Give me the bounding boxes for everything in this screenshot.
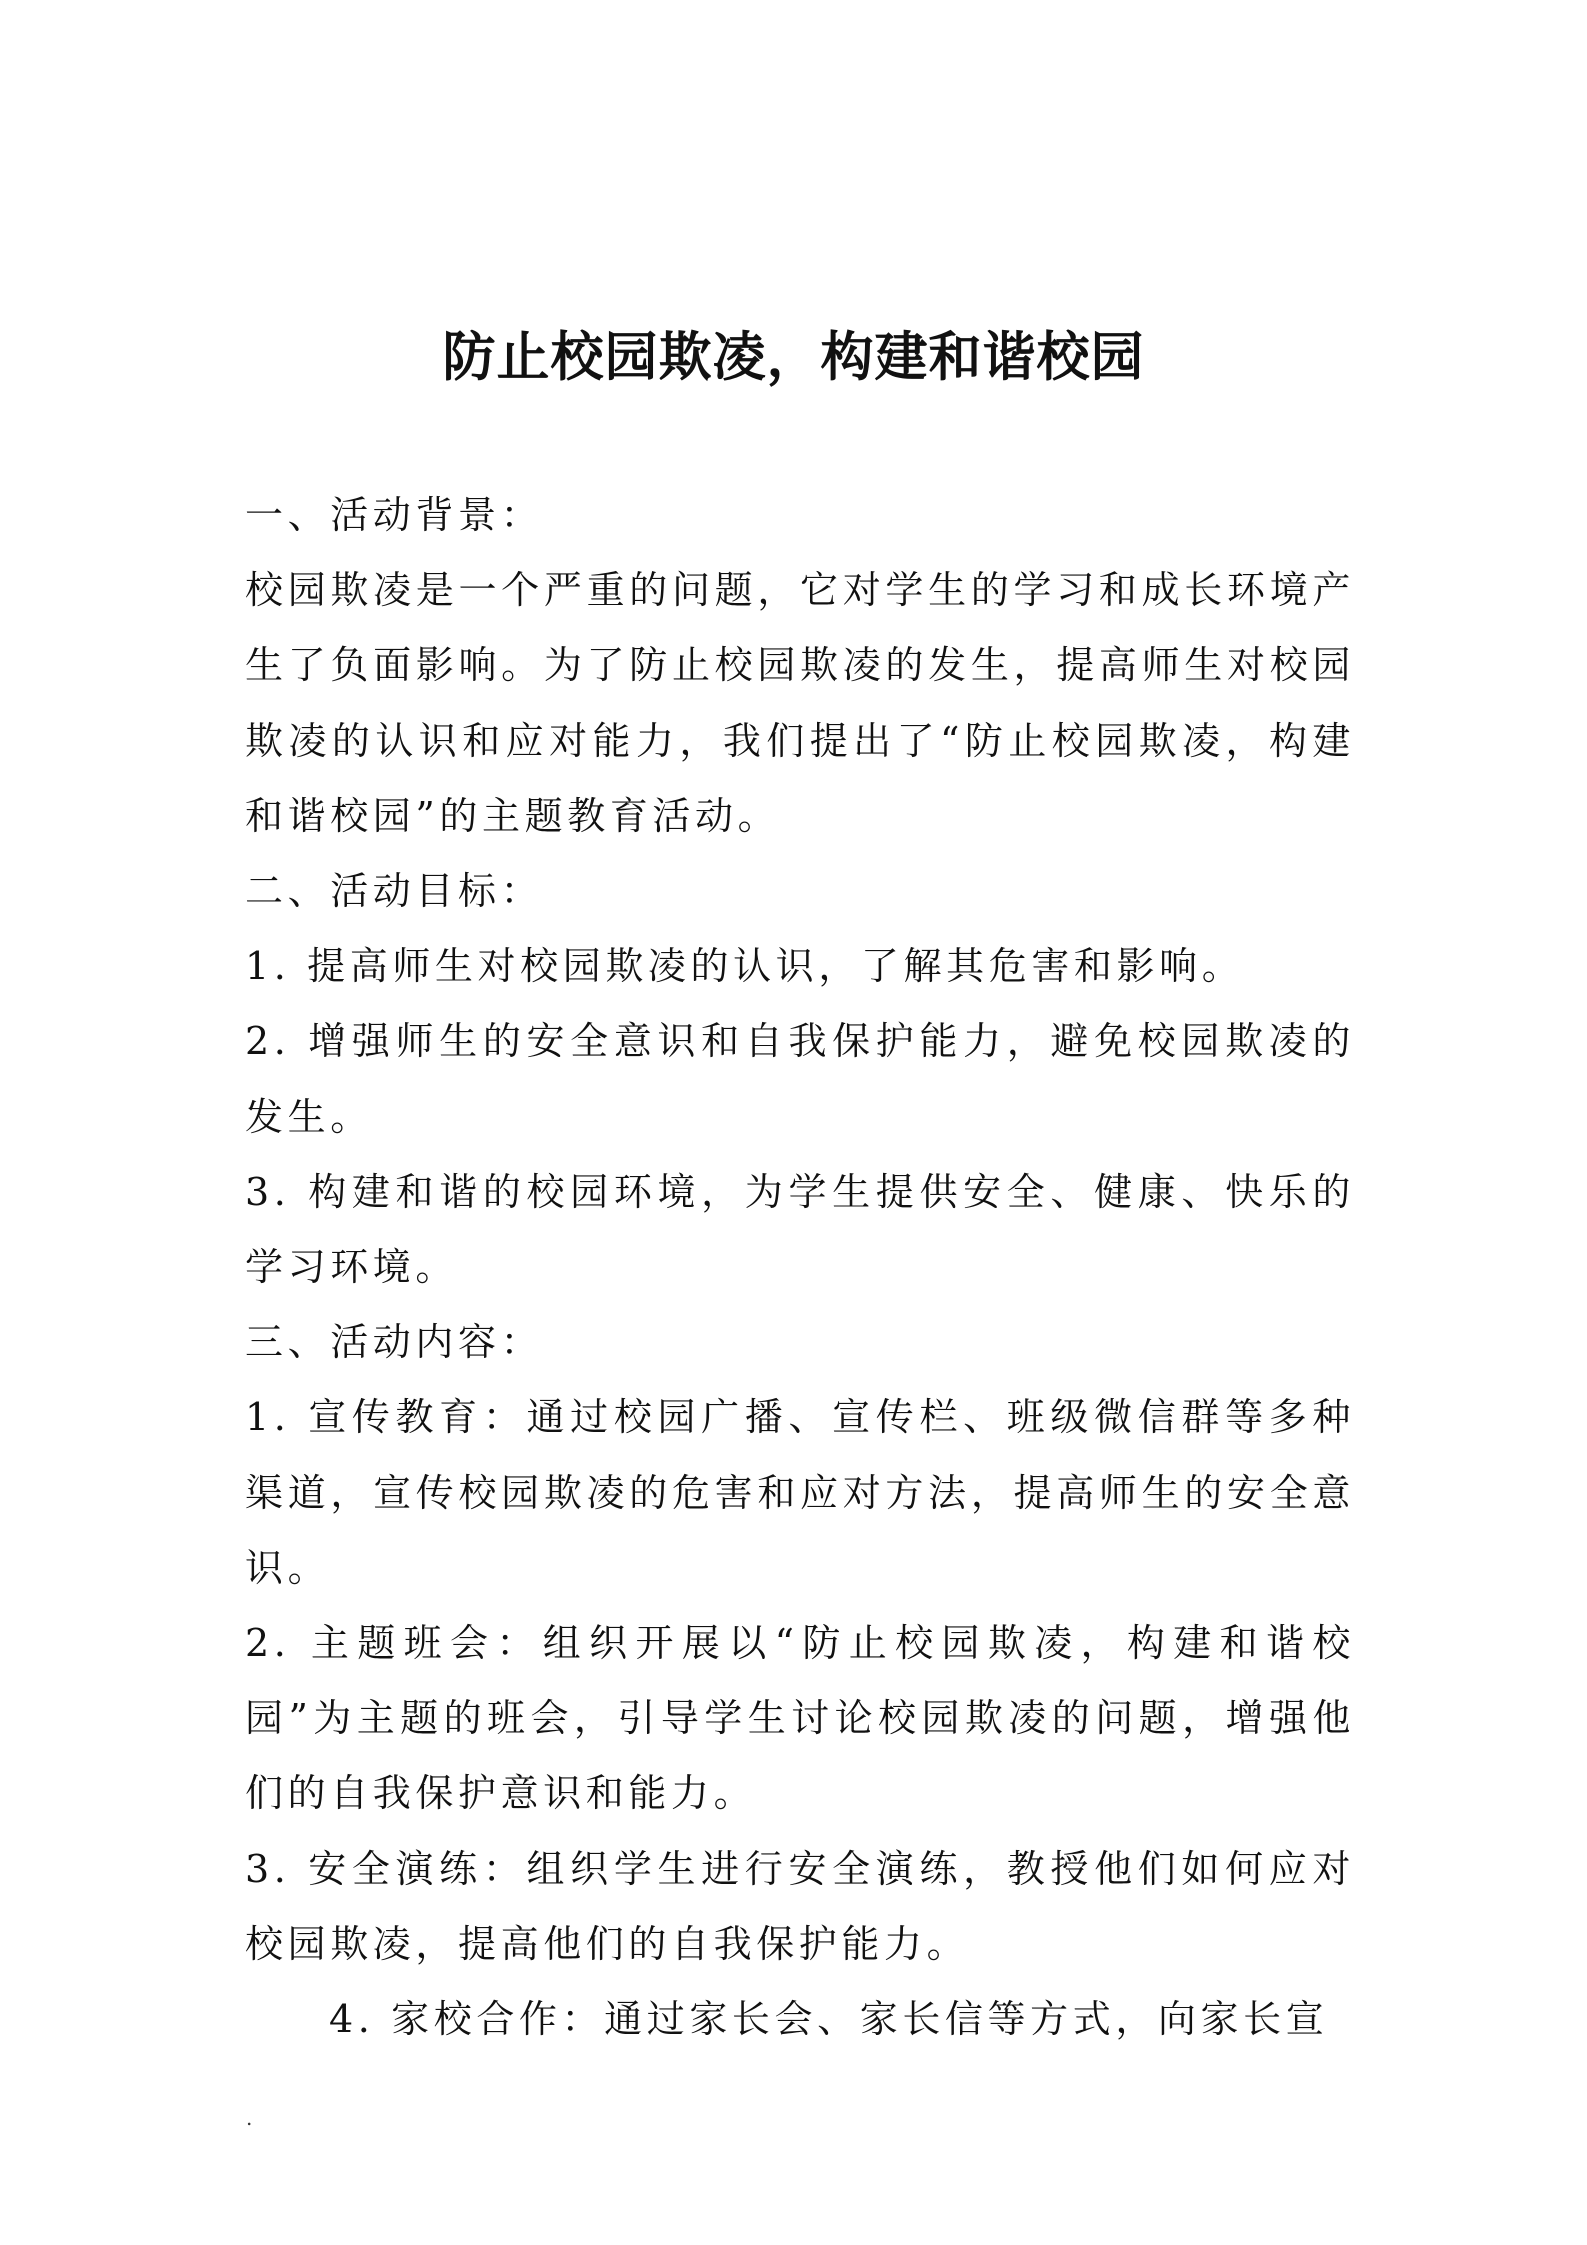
content-item-2: 2. 主题班会：组织开展以“防止校园欺凌，构建和谐校园”为主题的班会，引导学生讨论校园欺凌的问题，增强他们的自我保护意识和能力。 (245, 1621, 1355, 1816)
section-heading-content: 三、活动内容： (245, 1320, 544, 1365)
section-heading-goals: 二、活动目标： (245, 869, 544, 914)
footer-mark: . (246, 2106, 253, 2130)
background-paragraph: 校园欺凌是一个严重的问题，它对学生的学习和成长环境产生了负面影响。为了防止校园欺凌的发生，提高师生对校园欺凌的认识和应对能力，我们提出了“防止校园欺凌，构建和谐校园”的主题教育活动。 (245, 568, 1355, 838)
document-title: 防止校园欺凌，构建和谐校园 (442, 327, 1145, 388)
section-heading-background: 一、活动背景： (245, 493, 544, 537)
goal-item-2: 2. 增强师生的安全意识和自我保护能力，避免校园欺凌的发生。 (245, 1019, 1355, 1139)
goal-item-3: 3. 构建和谐的校园环境，为学生提供安全、健康、快乐的学习环境。 (245, 1169, 1355, 1290)
content-item-1: 1. 宣传教育：通过校园广播、宣传栏、班级微信群等多种渠道，宣传校园欺凌的危害和应对方法，提高师生的安全意识。 (245, 1395, 1355, 1590)
goal-item-1: 1. 提高师生对校园欺凌的认识，了解其危害和影响。 (245, 944, 1245, 989)
content-item-3: 3. 安全演练：组织学生进行安全演练，教授他们如何应对校园欺凌，提高他们的自我保护能力。 (245, 1846, 1355, 1966)
document-body (245, 478, 1355, 2057)
content-item-4: 4. 家校合作：通过家长会、家长信等方式，向家长宣 (329, 1997, 1329, 2042)
